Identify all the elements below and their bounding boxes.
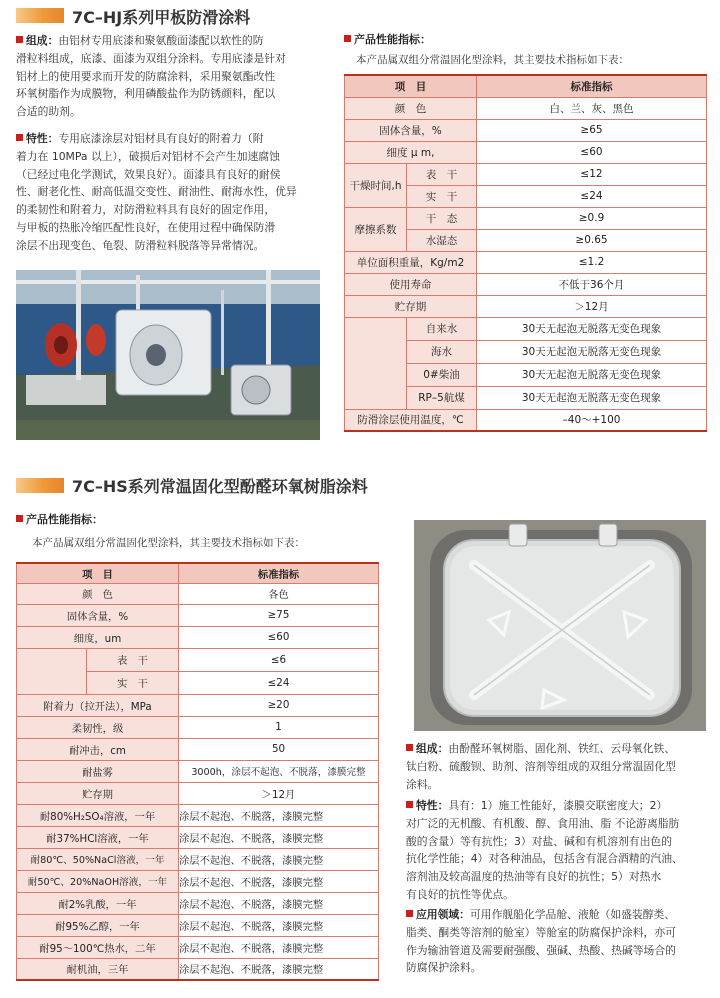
- row-item: 防滑涂层使用温度，℃: [345, 409, 477, 431]
- row-item: 使用寿命: [345, 273, 477, 295]
- row-item: 单位面积重量，Kg/m2: [345, 251, 477, 273]
- features-label: 特性：: [416, 799, 449, 812]
- table-row: [17, 648, 379, 671]
- features-line: 酸的含量）等有抗性；3）对盐、碱和有机溶剂有出色的: [406, 834, 672, 848]
- table-row: [17, 870, 379, 892]
- bullet-square-icon: [406, 910, 413, 917]
- table-row: [345, 207, 707, 229]
- row-item: 颜 色: [345, 97, 477, 119]
- row-value: 不低于36个月: [477, 273, 707, 295]
- row-value: 涂层不起泡、不脱落，漆膜完整: [179, 936, 379, 958]
- section1-title: 7C–HJ系列甲板防滑涂料: [72, 8, 251, 27]
- section2-title: 7C–HS系列常温固化型酚醛环氧树脂涂料: [72, 477, 368, 496]
- section2-spec-table: [16, 562, 379, 981]
- row-value: ＞12月: [477, 295, 707, 317]
- application-line: 脂类、酮类等溶剂的舱室）等舱室的防腐保护涂料，亦可: [406, 925, 676, 939]
- row-value: ≤60: [179, 626, 379, 648]
- section1-features: [16, 130, 322, 255]
- composition-line: 涂料。: [406, 777, 439, 791]
- row-item: 贮存期: [345, 295, 477, 317]
- table-row: [345, 409, 707, 431]
- table-row: [17, 804, 379, 826]
- section1-title-bar: [16, 8, 64, 23]
- features-line: （已经过电化学测试，效果良好）。面漆具有良好的耐侯: [16, 167, 281, 181]
- row-value: ≥20: [179, 694, 379, 716]
- composition-line: 由铝材专用底漆和聚氨酸面漆配以软性的防: [58, 34, 264, 47]
- section2-perf-intro: 本产品属双组分常温固化型涂料，其主要技术指标如下表：: [32, 537, 305, 549]
- table-row: [17, 626, 379, 648]
- row-item: 贮存期: [17, 782, 179, 804]
- row-value: 3000h，涂层不起泡、不脱落，漆膜完整: [179, 760, 379, 782]
- row-value: ≤6: [179, 648, 379, 671]
- row-value: ≥75: [179, 604, 379, 626]
- features-line: 抗化学性能；4）对各种油品，包括含有混合酒精的汽油、: [406, 852, 683, 866]
- composition-line: 铝材上的使用要求而开发的防腐涂料，采用聚氨酯改性: [16, 69, 276, 83]
- row-value: 涂层不起泡、不脱落，漆膜完整: [179, 804, 379, 826]
- row-sub: 0#柴油: [407, 363, 477, 386]
- row-group-empty: [17, 648, 87, 694]
- hatch-illustration: [414, 520, 706, 731]
- composition-line: 环氧树脂作为成膜物，利用磷酸盐作为防锈颜料，配以: [16, 87, 276, 101]
- row-value: 30天无起泡无脱落无变色现象: [477, 317, 707, 340]
- features-line: 的柔韧性和附着力，对防滑粒料具有良好的固定作用，: [16, 203, 276, 217]
- table-row: [17, 892, 379, 914]
- table-row: [17, 958, 379, 980]
- row-value: 30天无起泡无脱落无变色现象: [477, 386, 707, 409]
- row-value: 涂层不起泡、不脱落，漆膜完整: [179, 848, 379, 870]
- table-row: [345, 141, 707, 163]
- row-value: –40～+100: [477, 409, 707, 431]
- row-value: 涂层不起泡、不脱落，漆膜完整: [179, 914, 379, 936]
- table-row: [345, 119, 707, 141]
- features-line: 专用底漆涂层对铝材具有良好的附着力（附: [58, 132, 264, 145]
- composition-line: 由酚醛环氧树脂、固化剂、铁红、云母氧化铁、: [448, 742, 676, 755]
- section1-perf-heading: [344, 31, 431, 47]
- row-item: 柔韧性，级: [17, 716, 179, 738]
- table-row: [345, 317, 707, 340]
- table-row: [17, 914, 379, 936]
- row-item: 颜 色: [17, 583, 179, 604]
- table-header-row: [345, 75, 707, 97]
- row-item: 耐盐雾: [17, 760, 179, 782]
- composition-label: 组成：: [26, 34, 59, 47]
- row-item: 耐机油，三年: [17, 958, 179, 980]
- table-row: [17, 848, 379, 870]
- ship-deck-machinery-photo: [16, 270, 320, 440]
- row-value: 白、兰、灰、黑色: [477, 97, 707, 119]
- row-item: 耐37%HCl溶液，一年: [17, 826, 179, 848]
- row-item: 耐2%乳酸，一年: [17, 892, 179, 914]
- features-line: 有良好的抗性等优点。: [406, 887, 514, 901]
- header-item: 项 目: [17, 563, 179, 583]
- row-sub: 表 干: [87, 648, 179, 671]
- row-value: ≥0.9: [477, 207, 707, 229]
- composition-line: 钛白粉、硫酸钡、助剂、溶剂等组成的双组分常温固化型: [406, 759, 676, 773]
- header-value: 标准指标: [179, 563, 379, 583]
- row-sub: 海水: [407, 340, 477, 363]
- row-value: 涂层不起泡、不脱落，漆膜完整: [179, 958, 379, 980]
- row-value: ≤60: [477, 141, 707, 163]
- row-sub: 实 干: [87, 671, 179, 694]
- row-value: ≤1.2: [477, 251, 707, 273]
- row-item: 耐95%乙醇，一年: [17, 914, 179, 936]
- row-item: 附着力（拉开法），MPa: [17, 694, 179, 716]
- row-item: 细度 μ m,: [345, 141, 477, 163]
- row-value: ≤24: [477, 185, 707, 207]
- composition-label: 组成：: [416, 742, 449, 755]
- row-value: ≥0.65: [477, 229, 707, 251]
- row-sub: RP–5航煤: [407, 386, 477, 409]
- row-sub: 干 态: [407, 207, 477, 229]
- row-sub: 自来水: [407, 317, 477, 340]
- section2-features: [406, 797, 710, 904]
- features-line: 具有：1）施工性能好，漆膜交联密度大；2）: [448, 799, 668, 812]
- section1-perf-intro: 本产品属双组分常温固化型涂料，其主要技术指标如下表：: [356, 54, 629, 66]
- row-item: 耐80℃、50%NaCl溶液，一年: [17, 848, 179, 870]
- row-sub: 表 干: [407, 163, 477, 185]
- features-label: 特性：: [26, 132, 59, 145]
- section1-spec-table: [344, 74, 707, 432]
- row-group-empty: [345, 317, 407, 409]
- table-row: [17, 760, 379, 782]
- row-group: 摩擦系数: [345, 207, 407, 251]
- composition-line: 滑粒料组成，底漆、面漆为双组分涂料。专用底漆是针对: [16, 51, 286, 65]
- header-item: 项 目: [345, 75, 477, 97]
- section2-composition: [406, 740, 710, 793]
- bullet-square-icon: [16, 134, 23, 141]
- bullet-square-icon: [344, 35, 351, 42]
- application-line: 防腐保护涂料。: [406, 961, 482, 975]
- row-value: 涂层不起泡、不脱落，漆膜完整: [179, 826, 379, 848]
- row-item: 耐50℃、20%NaOH溶液，一年: [17, 870, 179, 892]
- painted-hatch-cover-photo: [414, 520, 706, 731]
- row-value: ＞12月: [179, 782, 379, 804]
- section2-application: [406, 906, 710, 977]
- row-item: 耐80%H₂SO₄溶液，一年: [17, 804, 179, 826]
- bullet-square-icon: [16, 515, 23, 522]
- table-row: [17, 738, 379, 760]
- features-line: 溶剂油及较高温度的热油等有良好的抗性；5）对热水: [406, 870, 662, 884]
- row-value: ≤12: [477, 163, 707, 185]
- features-line: 性、耐老化性、耐高低温交变性、耐油性、耐海水性，优异: [16, 185, 297, 199]
- row-value: 涂层不起泡、不脱落，漆膜完整: [179, 892, 379, 914]
- features-line: 与甲板的热胀冷缩匹配性良好，在使用过程中确保防滑: [16, 220, 276, 234]
- bullet-square-icon: [16, 36, 23, 43]
- section1-perf-label: 产品性能指标：: [354, 33, 431, 46]
- row-item: 细度，um: [17, 626, 179, 648]
- table-row: [345, 251, 707, 273]
- row-value: 涂层不起泡、不脱落，漆膜完整: [179, 870, 379, 892]
- features-line: 着力在 10MPa 以上），破损后对铝材不会产生加速腐蚀: [16, 149, 280, 163]
- features-line: 涂层不出现变色、龟裂、防滑粒料脱落等异常情况。: [16, 238, 265, 252]
- table-row: [17, 716, 379, 738]
- table-row: [345, 295, 707, 317]
- bullet-square-icon: [406, 801, 413, 808]
- row-group: 干燥时间,h: [345, 163, 407, 207]
- application-line: 可用作舰船化学品舱、液舱（如盛装醇类、: [469, 908, 676, 921]
- section2-perf-label: 产品性能指标：: [26, 513, 103, 526]
- section2-title-bar: [16, 478, 64, 493]
- table-row: [17, 583, 379, 604]
- row-item: 耐95～100℃热水，二年: [17, 936, 179, 958]
- row-value: 50: [179, 738, 379, 760]
- row-sub: 水湿态: [407, 229, 477, 251]
- row-item: 耐冲击，cm: [17, 738, 179, 760]
- header-value: 标准指标: [477, 75, 707, 97]
- row-value: ≤24: [179, 671, 379, 694]
- table-row: [345, 163, 707, 185]
- deck-illustration: [16, 270, 320, 440]
- application-line: 作为输油管道及需要耐强酸、强碱、热酸、热碱等场合的: [406, 943, 676, 957]
- table-row: [17, 694, 379, 716]
- composition-line: 合适的助剂。: [16, 105, 81, 119]
- bullet-square-icon: [406, 744, 413, 751]
- application-label: 应用领域：: [416, 908, 470, 921]
- row-value: ≥65: [477, 119, 707, 141]
- table-row: [17, 604, 379, 626]
- table-header-row: [17, 563, 379, 583]
- row-item: 固体含量，%: [345, 119, 477, 141]
- table-row: [345, 97, 707, 119]
- section2-perf-heading: [16, 511, 103, 527]
- row-item: 固体含量，%: [17, 604, 179, 626]
- table-row: [345, 273, 707, 295]
- table-row: [17, 826, 379, 848]
- section1-composition: [16, 32, 322, 121]
- row-sub: 实 干: [407, 185, 477, 207]
- row-value: 30天无起泡无脱落无变色现象: [477, 363, 707, 386]
- table-row: [17, 782, 379, 804]
- features-line: 对广泛的无机酸、有机酸、醇、食用油、脂 不论游离脂肪: [406, 816, 680, 830]
- row-value: 各色: [179, 583, 379, 604]
- row-value: 1: [179, 716, 379, 738]
- table-row: [17, 936, 379, 958]
- row-value: 30天无起泡无脱落无变色现象: [477, 340, 707, 363]
